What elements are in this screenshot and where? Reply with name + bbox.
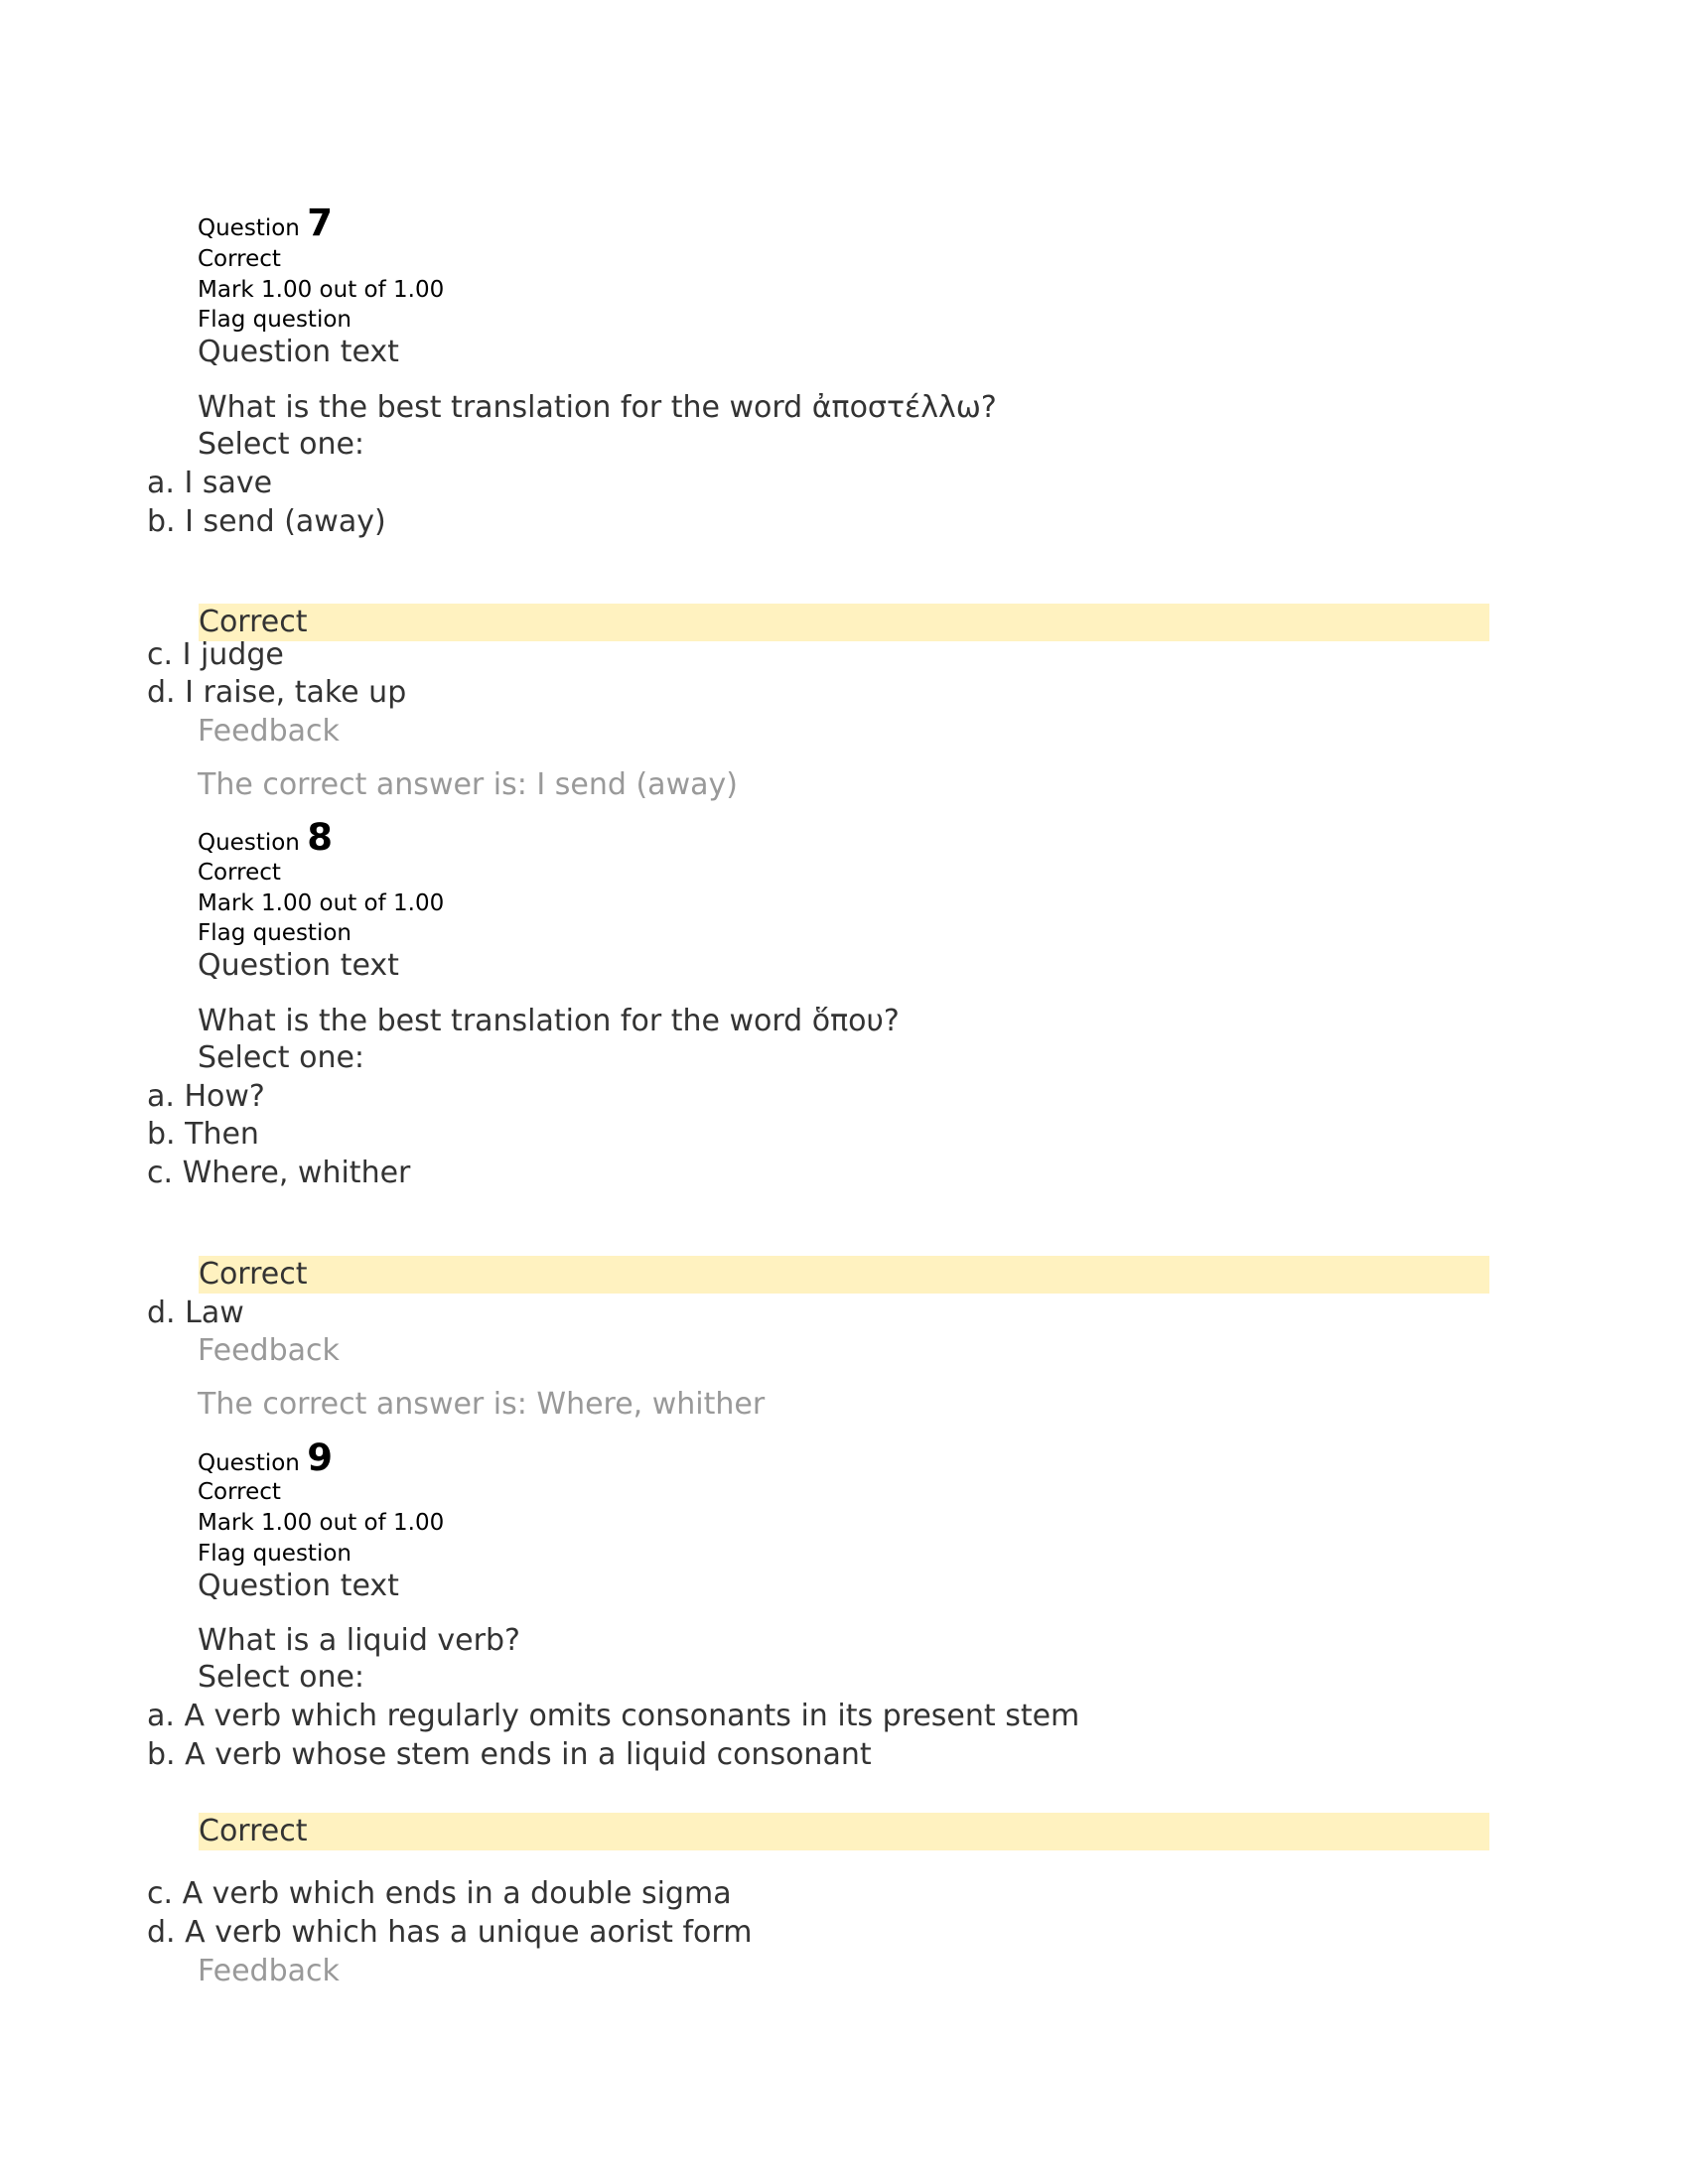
option-text: A verb which ends in a double sigma	[182, 1876, 732, 1911]
question-mark: Mark 1.00 out of 1.00	[198, 1510, 445, 1536]
question-header	[198, 202, 333, 244]
flag-question-link[interactable]: Flag question	[198, 920, 352, 946]
correct-feedback-label: Correct	[199, 1257, 308, 1292]
select-one-prompt: Select one:	[198, 1040, 365, 1075]
option-text: I judge	[182, 637, 284, 672]
answer-option-a[interactable]	[147, 1078, 265, 1116]
option-text: Then	[185, 1117, 259, 1152]
answer-option-a[interactable]	[147, 1698, 1079, 1735]
option-letter: b.	[147, 1117, 176, 1152]
option-letter: c.	[147, 1156, 174, 1190]
option-text: How?	[184, 1079, 265, 1114]
option-letter: c.	[147, 1876, 174, 1911]
question-status: Correct	[198, 860, 281, 886]
flag-question-link[interactable]: Flag question	[198, 307, 352, 333]
option-letter: d.	[147, 675, 176, 710]
answer-option-d[interactable]	[147, 1914, 752, 1952]
option-letter: c.	[147, 637, 174, 672]
question-text: What is a liquid verb?	[198, 1623, 520, 1658]
question-number: 8	[307, 816, 333, 859]
option-letter: b.	[147, 504, 176, 539]
question-status: Correct	[198, 246, 281, 272]
answer-option-b[interactable]	[147, 1116, 259, 1154]
option-text: A verb which has a unique aorist form	[185, 1915, 753, 1950]
correct-feedback-label: Correct	[199, 1814, 308, 1848]
question-text-heading: Question text	[198, 1569, 399, 1603]
option-letter: b.	[147, 1737, 176, 1772]
flag-question-link[interactable]: Flag question	[198, 1541, 352, 1567]
correct-answer-text: The correct answer is: I send (away)	[198, 767, 738, 802]
answer-option-a[interactable]	[147, 465, 272, 502]
option-letter: a.	[147, 1079, 175, 1114]
option-text: Where, whither	[182, 1156, 411, 1190]
option-text: A verb whose stem ends in a liquid consonant	[185, 1737, 872, 1772]
feedback-heading: Feedback	[198, 714, 340, 749]
option-text: I save	[184, 466, 273, 500]
question-text-heading: Question text	[198, 335, 399, 369]
option-letter: a.	[147, 1699, 175, 1733]
correct-feedback-highlight	[199, 1256, 1489, 1294]
question-number: 7	[307, 202, 333, 244]
answer-option-b[interactable]	[147, 503, 386, 541]
option-letter: d.	[147, 1915, 176, 1950]
question-mark: Mark 1.00 out of 1.00	[198, 890, 445, 916]
select-one-prompt: Select one:	[198, 1660, 365, 1695]
option-letter: a.	[147, 466, 175, 500]
question-text: What is the best translation for the word ἀποστέλλω?	[198, 390, 997, 425]
correct-answer-text: The correct answer is: Where, whither	[198, 1387, 766, 1422]
answer-option-d[interactable]	[147, 1295, 244, 1332]
question-status: Correct	[198, 1479, 281, 1505]
question-text: What is the best translation for the word ὅπου?	[198, 1004, 900, 1038]
feedback-heading: Feedback	[198, 1954, 340, 1988]
question-label: Question	[198, 830, 300, 856]
answer-option-c[interactable]	[147, 1155, 410, 1192]
option-text: I raise, take up	[185, 675, 407, 710]
answer-option-c[interactable]	[147, 1875, 732, 1913]
option-letter: d.	[147, 1296, 176, 1330]
option-text: Law	[185, 1296, 244, 1330]
question-label: Question	[198, 1450, 300, 1476]
question-header	[198, 1436, 333, 1479]
question-text-heading: Question text	[198, 948, 399, 983]
correct-feedback-highlight	[199, 604, 1489, 641]
question-label: Question	[198, 215, 300, 241]
answer-option-d[interactable]	[147, 674, 406, 712]
answer-option-b[interactable]	[147, 1736, 872, 1774]
correct-feedback-highlight	[199, 1813, 1489, 1850]
option-text: I send (away)	[185, 504, 386, 539]
select-one-prompt: Select one:	[198, 427, 365, 462]
correct-feedback-label: Correct	[199, 605, 308, 639]
question-header	[198, 816, 333, 859]
feedback-heading: Feedback	[198, 1333, 340, 1368]
question-number: 9	[307, 1436, 333, 1479]
question-mark: Mark 1.00 out of 1.00	[198, 277, 445, 303]
answer-option-c[interactable]	[147, 636, 284, 674]
option-text: A verb which regularly omits consonants in its present stem	[184, 1699, 1080, 1733]
